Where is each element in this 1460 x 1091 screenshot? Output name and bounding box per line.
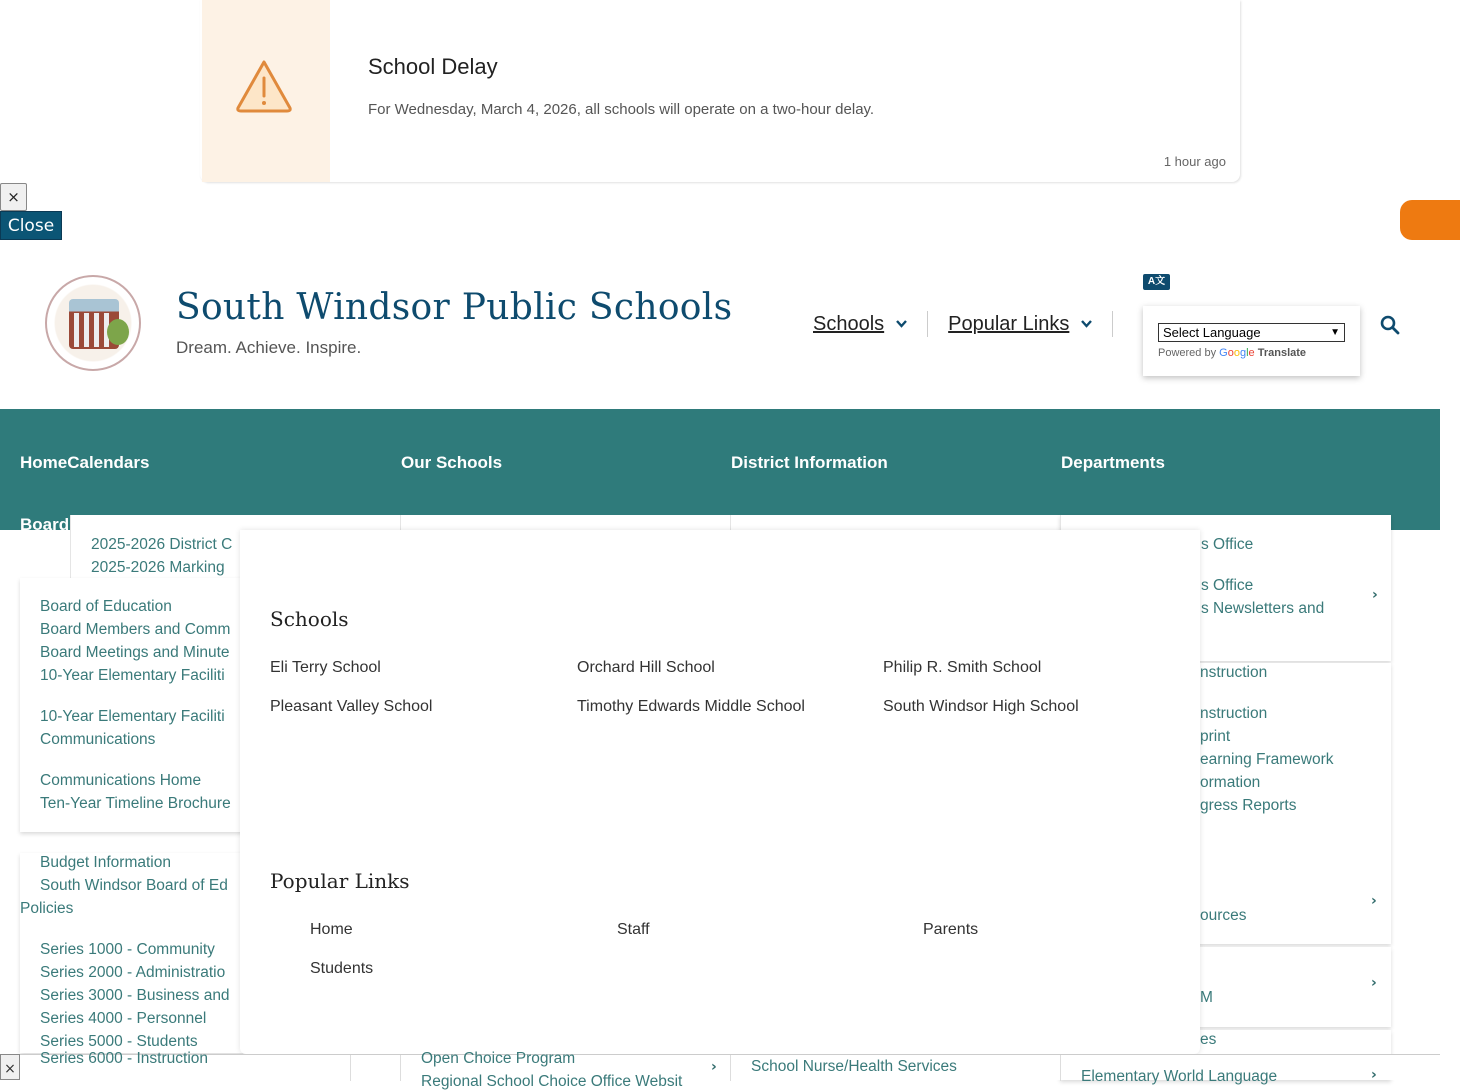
popular-link[interactable]: Parents [923,921,979,938]
our-schools-link[interactable]: Regional School Choice Office Websit [421,1073,683,1090]
departments-link[interactable]: Elementary World Language [1081,1068,1278,1085]
calendars-link[interactable]: 2025-2026 Marking [91,559,225,576]
chevron-right-icon[interactable]: › [1371,893,1377,909]
language-select-value: Select Language [1163,325,1261,340]
school-link[interactable]: Orchard Hill School [577,659,715,676]
policy-series-link[interactable]: Series 2000 - Administratio [40,964,226,981]
chevron-down-icon [1081,317,1092,331]
divider [927,311,928,337]
nav-schools-label: Schools [813,312,885,335]
our-schools-link[interactable]: Open Choice Program [421,1050,576,1067]
departments-link[interactable]: s Newsletters and [1201,600,1325,617]
board-link[interactable]: 10-Year Elementary Faciliti [40,667,225,684]
departments-link[interactable]: nstruction [1200,664,1268,681]
main-nav [0,409,1440,530]
board-link[interactable]: 10-Year Elementary Faciliti [40,708,225,725]
chevron-right-icon[interactable]: › [1372,587,1378,603]
site-tagline: Dream. Achieve. Inspire. [176,338,362,357]
alert-icon-box [202,0,330,182]
departments-link[interactable]: s Office [1201,577,1254,594]
chevron-right-icon[interactable]: › [711,1059,717,1075]
chevron-right-icon[interactable]: › [1371,1067,1377,1083]
search-icon[interactable] [1380,315,1400,335]
divider [1060,1055,1061,1081]
site-title[interactable]: South Windsor Public Schools [176,287,733,328]
board-link[interactable]: South Windsor Board of Ed [40,877,228,894]
powered-by-google [1158,347,1306,359]
popular-link[interactable]: Students [310,960,374,977]
board-link[interactable]: Communications [40,731,156,748]
alert-body: For Wednesday, March 4, 2026, all schools will operate on a two-hour delay. [368,101,875,118]
popular-link[interactable]: Staff [617,921,650,938]
g-letter: o [1227,347,1234,359]
departments-link[interactable]: gress Reports [1200,797,1297,814]
mega-menu [240,530,1200,1054]
translate-widget [1143,306,1360,376]
board-link[interactable]: Board Meetings and Minute [40,644,230,661]
policies-link[interactable]: Policies [20,900,74,917]
district-info-link[interactable]: School Nurse/Health Services [751,1058,957,1075]
district-info-dropdown [730,515,1060,531]
divider [1112,311,1113,337]
calendars-link[interactable]: 2025-2026 District C [91,536,233,553]
chevron-right-icon[interactable]: › [1371,975,1377,991]
departments-link[interactable]: M [1200,989,1213,1006]
popular-links-heading: Popular Links [270,869,410,893]
main-nav-our-schools[interactable]: Our Schools [401,453,503,472]
divider [400,1055,401,1081]
departments-link[interactable]: s Office [1201,536,1254,553]
dismiss-x-button[interactable]: × [0,183,27,211]
bottom-overlay-strip [0,1050,1440,1090]
popular-link[interactable]: Home [310,921,353,938]
powered-by-text: Powered by [1158,347,1217,359]
translate-word: Translate [1257,347,1307,359]
policy-series-link[interactable]: Series 3000 - Business and [40,987,230,1004]
main-nav-home-calendars[interactable]: HomeCalendars [20,453,150,472]
warning-triangle-icon [234,58,294,114]
g-letter: o [1233,347,1240,359]
g-letter: g [1239,347,1247,359]
chevron-down-icon [896,317,907,331]
departments-link[interactable]: es [1200,1031,1217,1048]
policy-series-link[interactable]: Series 6000 - Instruction [40,1050,209,1067]
district-seal-logo[interactable] [45,275,141,371]
departments-link[interactable]: ormation [1200,774,1261,791]
side-alert-tab[interactable] [1400,200,1460,240]
board-link[interactable]: Budget Information [40,854,171,871]
main-nav-board[interactable]: Board [20,515,70,534]
select-arrow-icon: ▼ [1330,327,1340,338]
school-link[interactable]: Eli Terry School [270,659,381,676]
alert-timestamp: 1 hour ago [1163,154,1226,169]
school-link[interactable]: Timothy Edwards Middle School [577,698,805,715]
board-link[interactable]: Communications Home [40,772,202,789]
schools-heading: Schools [270,607,349,631]
school-link[interactable]: Pleasant Valley School [270,698,433,715]
google-logo[interactable] [1219,347,1255,359]
departments-link[interactable]: earning Framework [1200,751,1334,768]
policy-series-link[interactable]: Series 5000 - Students [40,1033,198,1050]
divider [730,1055,731,1081]
school-link[interactable]: Philip R. Smith School [883,659,1042,676]
dismiss-x-button-bottom[interactable]: × [0,1054,20,1080]
board-link[interactable]: Ten-Year Timeline Brochure [40,795,231,812]
alert-title: School Delay [368,54,498,79]
departments-link[interactable]: print [1200,728,1231,745]
language-select[interactable] [1158,323,1345,342]
main-nav-departments[interactable]: Departments [1061,453,1165,472]
alert-banner [200,0,1240,182]
board-link[interactable]: Board of Education [40,598,172,615]
close-button[interactable]: Close [0,211,62,240]
departments-link[interactable]: nstruction [1200,705,1268,722]
nav-popular-links-label: Popular Links [948,312,1070,335]
seal-tree [107,319,129,345]
nav-popular-links[interactable] [948,313,1092,336]
g-letter: G [1219,347,1228,359]
nav-schools[interactable] [813,313,907,336]
board-link[interactable]: Board Members and Comm [40,621,231,638]
translate-icon[interactable]: A文 [1143,274,1170,290]
departments-link[interactable]: ources [1200,907,1247,924]
g-letter: e [1248,347,1255,359]
g-letter: l [1246,347,1249,359]
policy-series-link[interactable]: Series 1000 - Community [40,941,215,958]
policy-series-link[interactable]: Series 4000 - Personnel [40,1010,207,1027]
main-nav-district-information[interactable]: District Information [731,453,888,472]
utility-nav [813,311,1133,337]
our-schools-dropdown [400,515,730,531]
school-link[interactable]: South Windsor High School [883,698,1079,715]
divider [350,1055,351,1081]
